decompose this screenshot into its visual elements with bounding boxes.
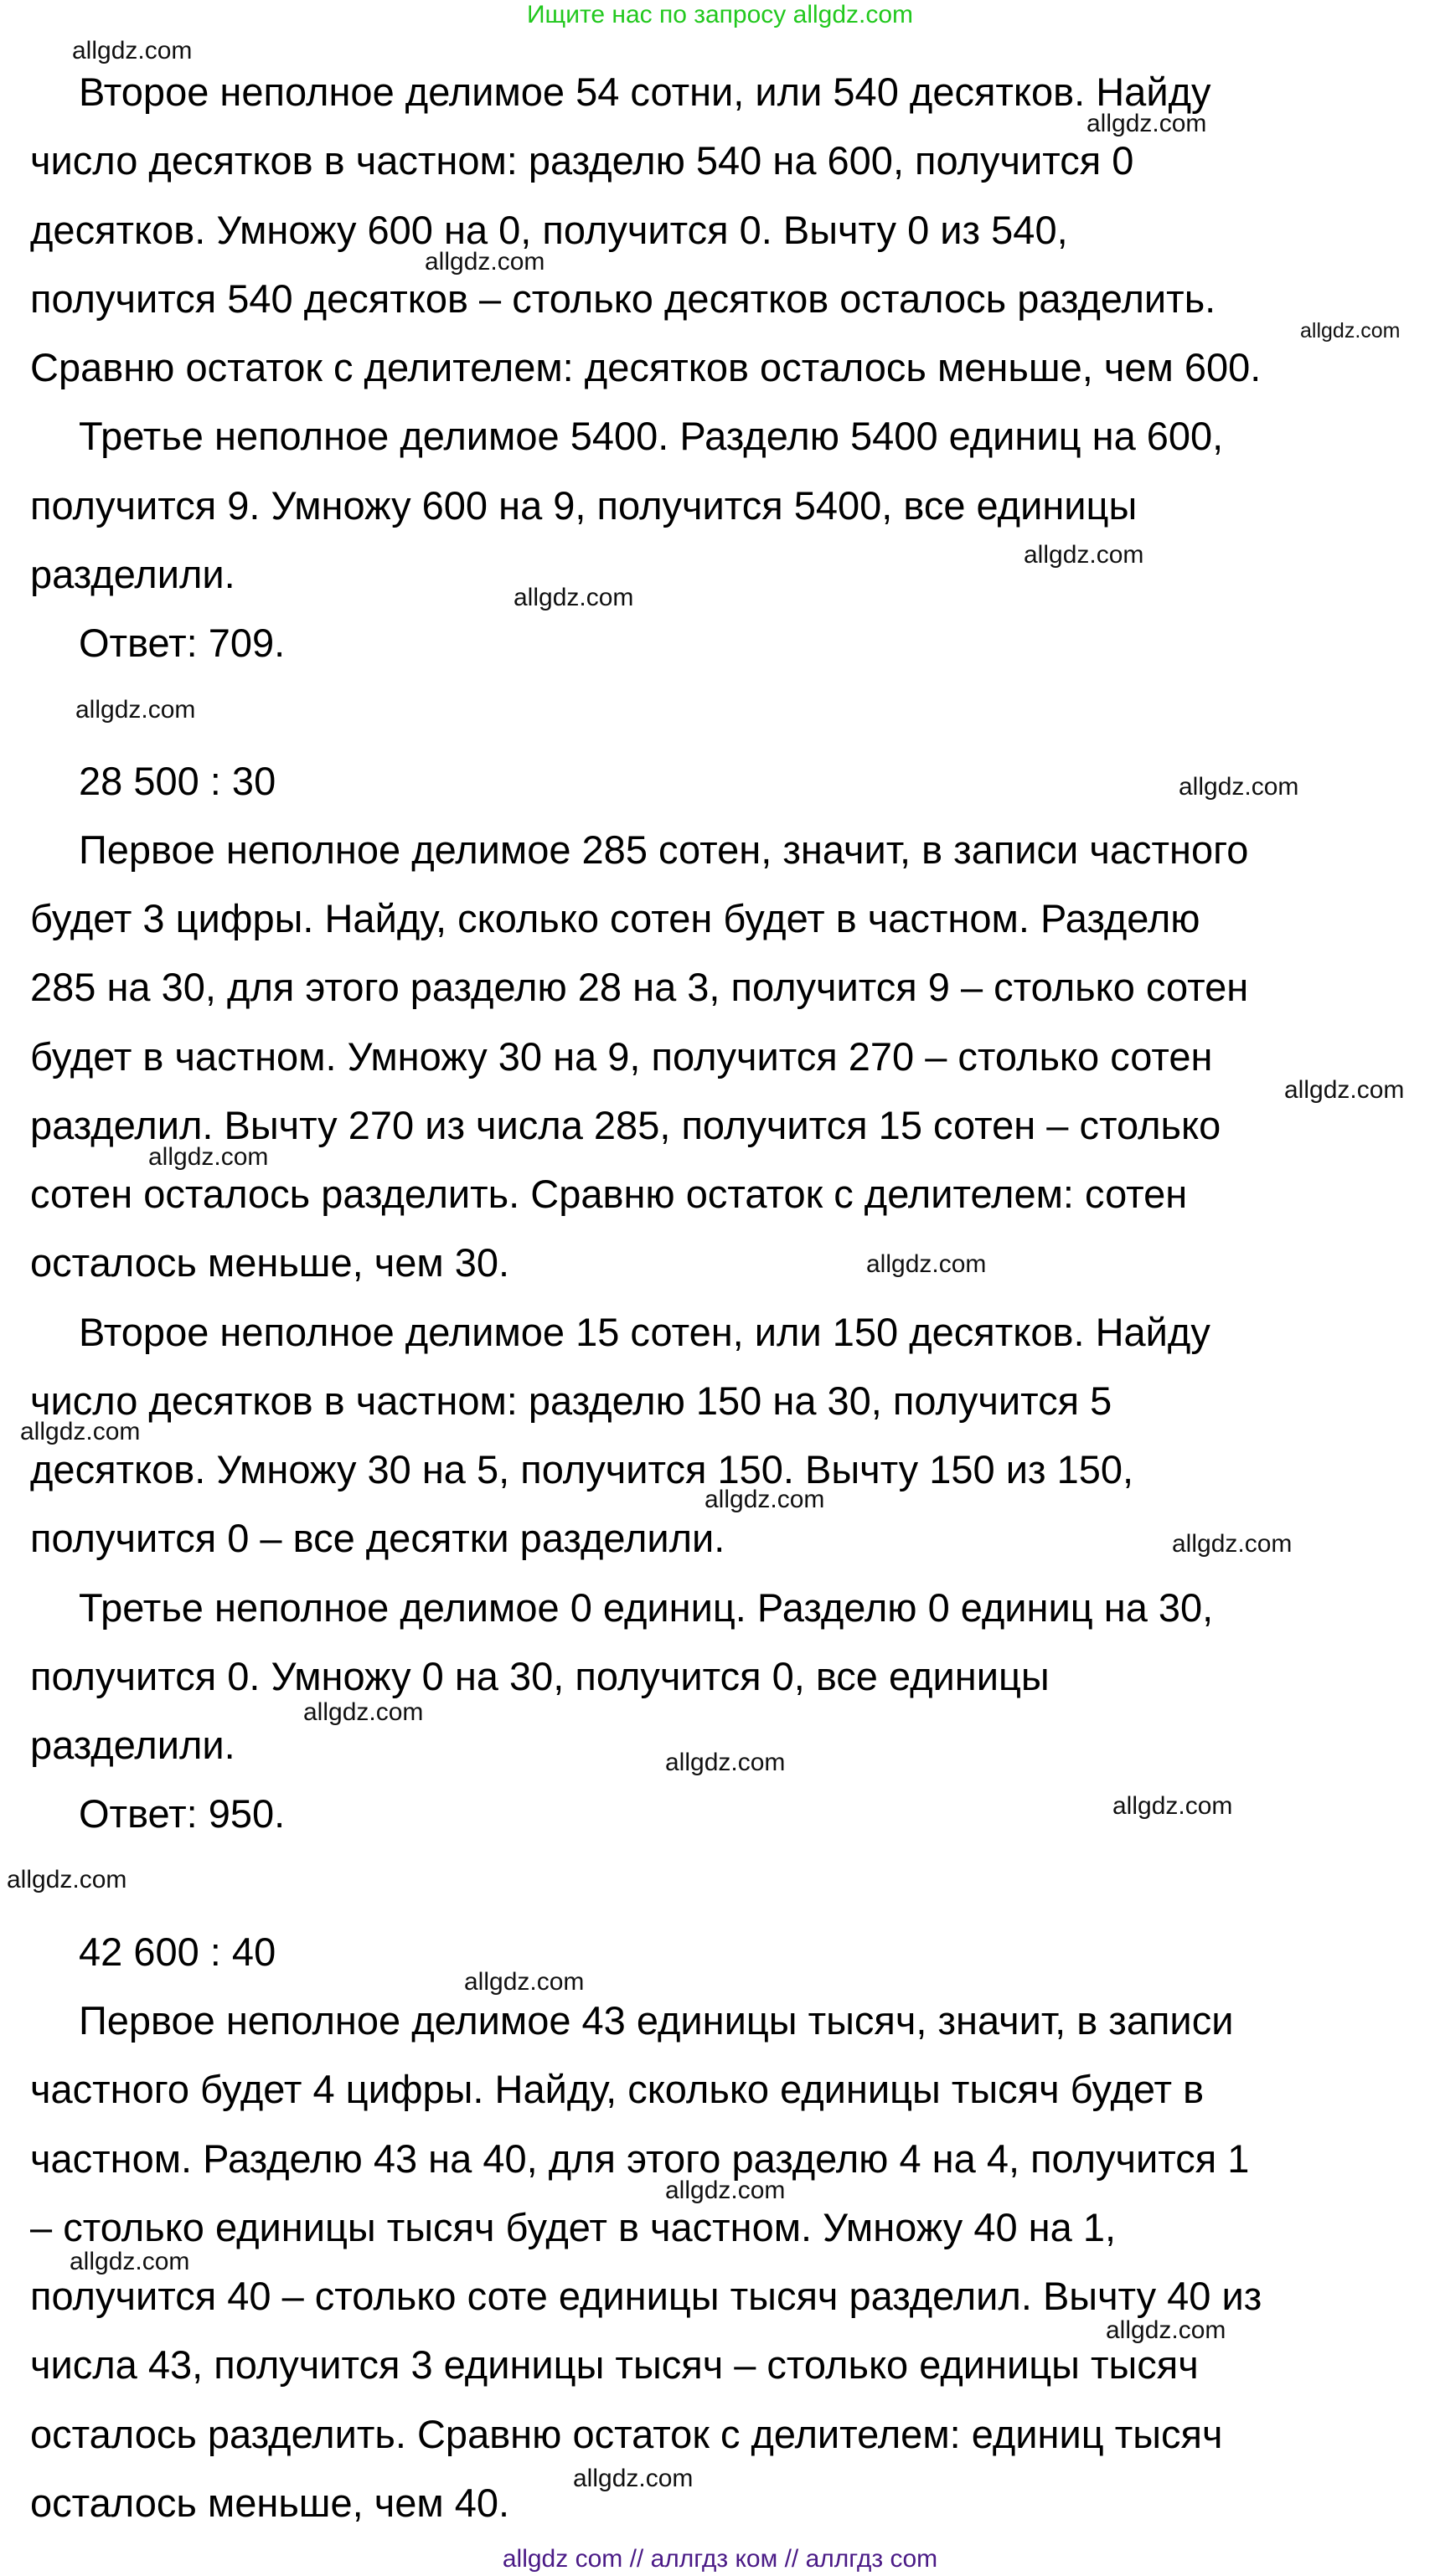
- text-line: Первое неполное делимое 285 сотен, значит, в записи частного: [79, 827, 1249, 872]
- watermark-text: allgdz.com: [514, 584, 634, 611]
- text-line: – столько единицы тысяч будет в частном. Умножу 40 на 1,: [30, 2204, 1117, 2249]
- blank-line: [30, 1849, 1421, 1918]
- watermark-text: allgdz.com: [665, 1749, 786, 1776]
- text-line: разделили.: [30, 551, 235, 596]
- text-line: 285 на 30, для этого разделю 28 на 3, получится 9 – столько сотен: [30, 965, 1249, 1010]
- text-line: осталось меньше, чем 30.: [30, 1240, 510, 1285]
- solution-text: [30, 58, 1421, 2537]
- watermark-text: allgdz.com: [1300, 319, 1401, 343]
- text-line: получится 0 – все десятки разделили.: [30, 1516, 725, 1561]
- text-line: 42 600 : 40: [79, 1929, 276, 1974]
- text-line: частного будет 4 цифры. Найду, сколько единицы тысяч будет в: [30, 2067, 1205, 2112]
- watermark-text: allgdz.com: [1172, 1530, 1293, 1558]
- watermark-text: allgdz.com: [303, 1698, 424, 1726]
- text-line: число десятков в частном: разделю 540 на 600, получится 0: [30, 138, 1134, 183]
- watermark-text: allgdz.com: [148, 1143, 269, 1171]
- text-line: Третье неполное делимое 5400. Разделю 5400 единиц на 600,: [79, 414, 1224, 459]
- watermark-text: allgdz.com: [866, 1250, 987, 1278]
- watermark-text: allgdz.com: [20, 1418, 141, 1445]
- watermark-text: allgdz.com: [1179, 773, 1299, 801]
- watermark-text: allgdz.com: [7, 1866, 127, 1893]
- text-line: получится 40 – столько соте единицы тысяч разделил. Вычту 40 из: [30, 2274, 1262, 2318]
- text-line: Ответ: 950.: [79, 1791, 286, 1837]
- footer-watermark: allgdz com // аллгдз ком // аллгдз com: [502, 2545, 938, 2573]
- watermark-text: allgdz.com: [1284, 1076, 1405, 1104]
- watermark-text: allgdz.com: [1106, 2316, 1226, 2344]
- watermark-text: allgdz.com: [665, 2177, 786, 2204]
- text-line: получится 0. Умножу 0 на 30, получится 0, все единицы: [30, 1653, 1050, 1698]
- text-line: 28 500 : 30: [79, 758, 276, 803]
- text-line: разделили.: [30, 1723, 235, 1767]
- watermark-text: allgdz.com: [1112, 1792, 1233, 1820]
- watermark-text: allgdz.com: [1024, 541, 1144, 569]
- watermark-text: allgdz.com: [75, 696, 196, 724]
- blank-line: [30, 677, 1421, 746]
- text-line: числа 43, получится 3 единицы тысяч – столько единицы тысяч: [30, 2342, 1199, 2388]
- text-line: осталось меньше, чем 40.: [30, 2480, 510, 2525]
- text-line: получится 540 десятков – столько десятков осталось разделить.: [30, 276, 1216, 321]
- text-line: частном. Разделю 43 на 40, для этого разделю 4 на 4, получится 1: [30, 2136, 1250, 2181]
- text-line: Сравню остаток с делителем: десятков осталось меньше, чем 600.: [30, 345, 1262, 389]
- text-line: Второе неполное делимое 54 сотни, или 540 десятков. Найду: [79, 70, 1211, 114]
- text-line: сотен осталось разделить. Сравню остаток с делителем: сотен: [30, 1172, 1188, 1216]
- watermark-text: allgdz.com: [72, 37, 193, 64]
- text-line: будет в частном. Умножу 30 на 9, получится 270 – столько сотен: [30, 1033, 1213, 1079]
- watermark-text: allgdz.com: [425, 248, 545, 276]
- text-line: десятков. Умножу 30 на 5, получится 150. Вычту 150 из 150,: [30, 1447, 1134, 1492]
- watermark-text: allgdz.com: [464, 1968, 585, 1996]
- text-line: десятков. Умножу 600 на 0, получится 0. Вычту 0 из 540,: [30, 207, 1068, 252]
- text-line: разделил. Вычту 270 из числа 285, получится 15 сотен – столько: [30, 1102, 1221, 1147]
- search-hint-banner: Ищите нас по запросу allgdz.com: [526, 1, 914, 28]
- watermark-text: allgdz.com: [70, 2248, 190, 2275]
- watermark-text: allgdz.com: [573, 2465, 694, 2492]
- watermark-text: allgdz.com: [705, 1486, 825, 1513]
- text-line: Второе неполное делимое 15 сотен, или 150 десятков. Найду: [79, 1309, 1210, 1354]
- text-line: Ответ: 709.: [79, 621, 286, 665]
- text-line: получится 9. Умножу 600 на 9, получится 5400, все единицы: [30, 482, 1138, 528]
- text-line: будет 3 цифры. Найду, сколько сотен будет в частном. Разделю: [30, 896, 1200, 940]
- text-line: Первое неполное делимое 43 единицы тысяч, значит, в записи: [79, 1998, 1234, 2043]
- watermark-text: allgdz.com: [1086, 110, 1207, 137]
- text-line: осталось разделить. Сравню остаток с делителем: единиц тысяч: [30, 2411, 1223, 2456]
- text-line: Третье неполное делимое 0 единиц. Разделю 0 единиц на 30,: [79, 1584, 1214, 1630]
- text-line: число десятков в частном: разделю 150 на 30, получится 5: [30, 1378, 1112, 1423]
